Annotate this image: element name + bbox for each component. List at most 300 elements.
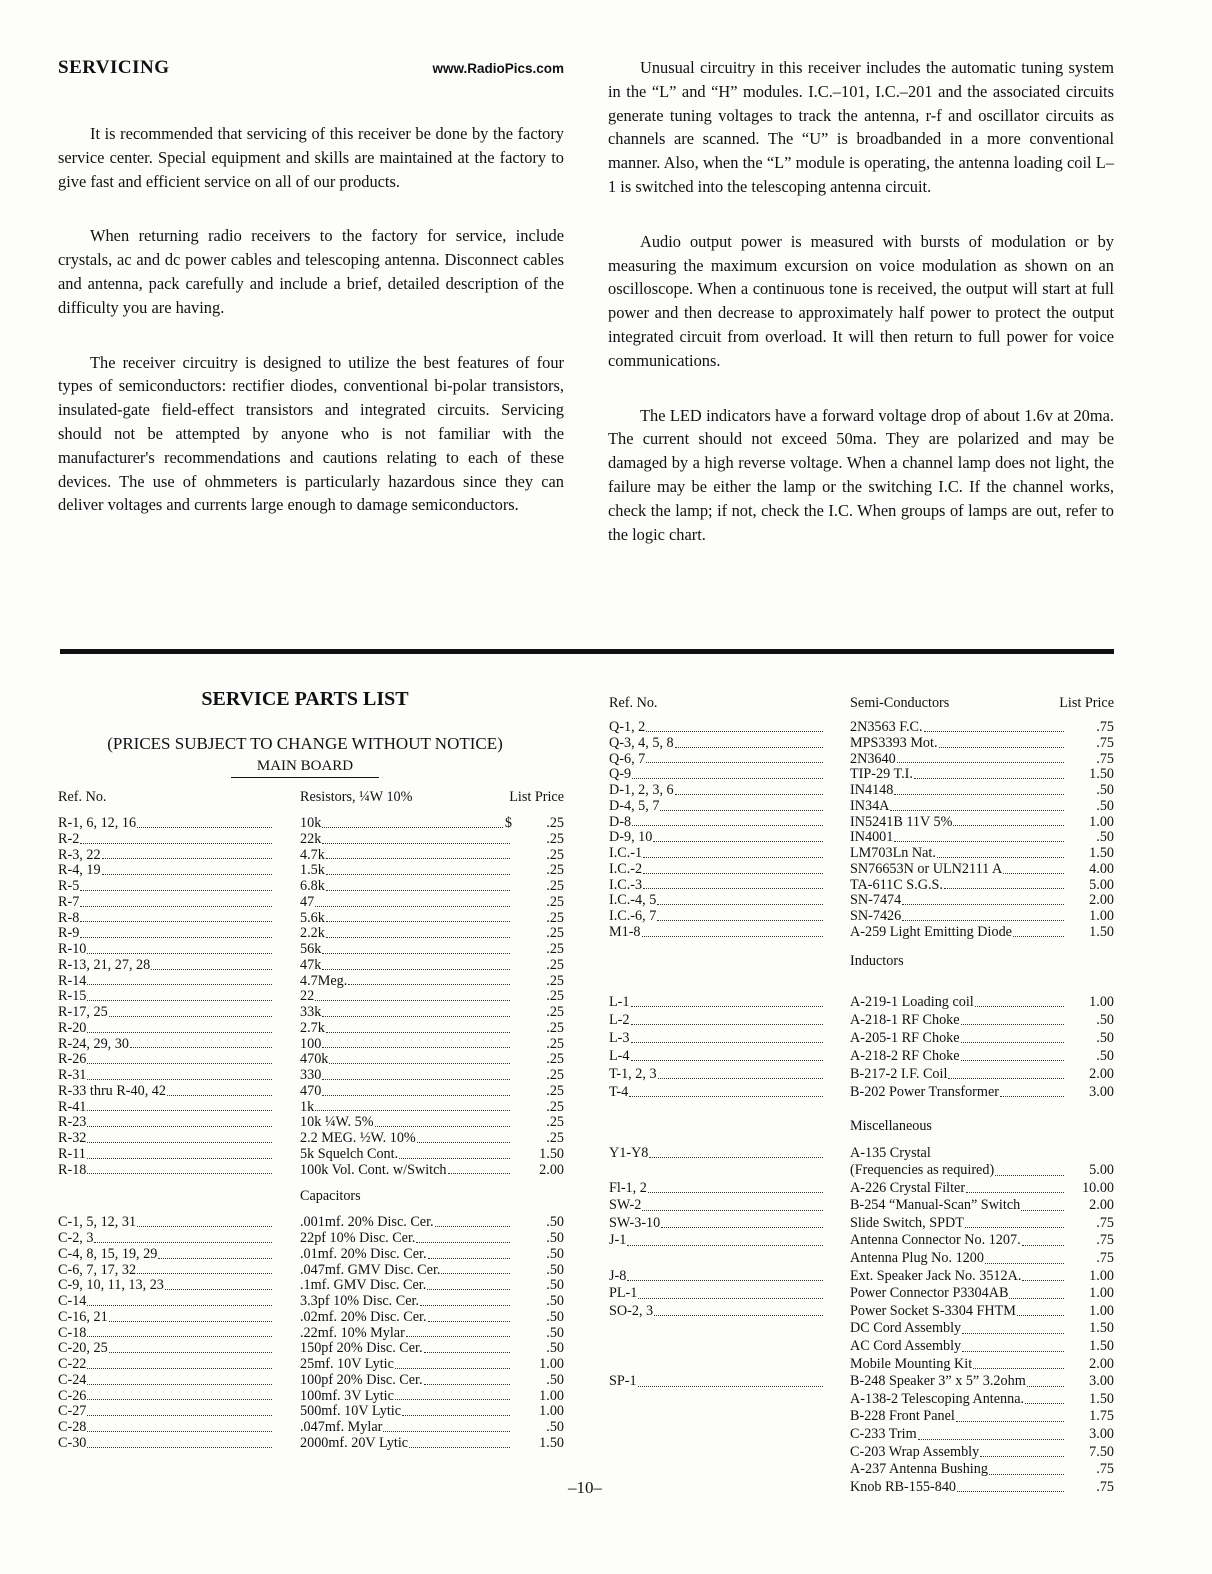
ref-cell: [609, 1180, 825, 1198]
leader-dots: [326, 863, 510, 875]
table-row: [609, 830, 1114, 846]
table-row: [609, 1461, 1114, 1479]
ref-cell: [58, 1115, 274, 1131]
price-cell: 1.00: [1089, 1267, 1114, 1284]
leader-dots: [87, 1068, 272, 1080]
leader-dots: [87, 989, 272, 1001]
table-row: [609, 1145, 1114, 1163]
table-row: [58, 974, 564, 990]
ref-cell: [609, 1408, 825, 1426]
desc-text: DC Cord Assembly: [850, 1320, 962, 1337]
table-row: [58, 1404, 564, 1420]
table-row: [58, 1037, 564, 1053]
price-cell: 1.00: [539, 1356, 564, 1372]
desc-cell: [850, 1356, 1066, 1374]
leader-dots: [402, 1404, 510, 1416]
leader-dots: [87, 1326, 272, 1338]
price-cell: .50: [546, 1308, 564, 1325]
ref-cell: [609, 1320, 825, 1338]
price-cell: 1.50: [1089, 845, 1114, 861]
table-row: [609, 1197, 1114, 1215]
desc-cell: [850, 1011, 1066, 1029]
ref-cell: [58, 816, 274, 832]
table-row: [609, 752, 1114, 768]
ref-text: D-9, 10: [609, 830, 653, 846]
leader-dots: [395, 1389, 510, 1401]
desc-cell: [850, 909, 1066, 925]
ref-cell: [609, 1268, 825, 1286]
desc-text: A-135 Crystal: [850, 1144, 931, 1161]
leader-dots: [902, 893, 1064, 905]
misc-subheader-row: [609, 1101, 1114, 1145]
desc-text: 470k: [300, 1052, 329, 1068]
desc-text: Antenna Connector No. 1207.: [850, 1232, 1021, 1249]
ref-cell: [609, 893, 825, 909]
desc-cell: [300, 1215, 512, 1231]
desc-text: IN4001: [850, 830, 894, 846]
leader-dots: [441, 1263, 510, 1275]
table-row: [609, 1320, 1114, 1338]
ref-cell: [58, 1341, 274, 1357]
price-cell: .50: [1096, 1047, 1114, 1064]
ref-text: R-18: [58, 1162, 87, 1178]
table-row: [609, 1250, 1114, 1268]
desc-cell: [850, 846, 1066, 862]
table-row: [58, 1263, 564, 1279]
desc-cell: [300, 1131, 512, 1147]
table-row: [609, 1285, 1114, 1303]
leader-dots: [137, 1263, 272, 1275]
desc-text: 10k ¼W. 5%: [300, 1115, 374, 1131]
leader-dots: [424, 1341, 510, 1353]
table-row: [609, 1232, 1114, 1250]
desc-cell: [850, 862, 1066, 878]
leader-dots: [1022, 1232, 1064, 1246]
price-cell: .25: [546, 1019, 564, 1036]
price-cell: 1.00: [539, 1403, 564, 1420]
desc-text: 22pf 10% Disc. Cer.: [300, 1231, 416, 1246]
leader-dots: [424, 1373, 510, 1385]
leader-dots: [1017, 1303, 1064, 1317]
desc-text: A-226 Crystal Filter: [850, 1179, 966, 1196]
inductors-header: Inductors: [850, 952, 904, 969]
desc-cell: [300, 816, 512, 832]
resistors-capacitors-table: [58, 790, 564, 1452]
table-row: [609, 1356, 1114, 1374]
ref-text: SP-1: [609, 1373, 637, 1390]
price-cell: .50: [1096, 797, 1114, 814]
table-row: [58, 1163, 564, 1179]
ref-cell: [58, 1100, 274, 1116]
table-row: [58, 1436, 564, 1452]
desc-header: Resistors, ¼W 10%: [300, 790, 413, 805]
price-cell: 2.00: [1089, 892, 1114, 909]
price-cell: 3.00: [1089, 1373, 1114, 1390]
desc-text: A-259 Light Emitting Diode: [850, 924, 1012, 940]
leader-dots: [87, 1404, 272, 1416]
leader-dots: [646, 720, 823, 732]
ref-text: PL-1: [609, 1285, 638, 1302]
desc-text: A-218-1 RF Choke: [850, 1011, 960, 1028]
table-row: [609, 1268, 1114, 1286]
table-row: [58, 1357, 564, 1373]
ref-cell: [609, 1461, 825, 1479]
page-number: –10–: [568, 1478, 602, 1497]
table-row: [58, 1326, 564, 1342]
table-row: [58, 926, 564, 942]
desc-text: B-202 Power Transformer: [850, 1083, 999, 1100]
leader-dots: [661, 1215, 823, 1229]
desc-cell: [850, 1461, 1066, 1479]
leader-dots: [87, 1420, 272, 1432]
ref-cell: [609, 993, 825, 1011]
table-header: [58, 790, 564, 816]
ref-text: R-15: [58, 989, 87, 1005]
leader-dots: [648, 1180, 823, 1194]
leader-dots: [631, 1047, 824, 1061]
ref-cell: [609, 1065, 825, 1083]
ref-cell: [58, 1005, 274, 1021]
ref-text: Y1-Y8: [609, 1144, 649, 1161]
desc-cell: [850, 993, 1066, 1011]
table-row: [58, 1021, 564, 1037]
desc-text: Power Socket S-3304 FHTM: [850, 1302, 1016, 1319]
price-cell: .50: [546, 1293, 564, 1309]
leader-dots: [326, 1021, 510, 1033]
leader-dots: [315, 1100, 510, 1112]
ref-text: Q-3, 4, 5, 8: [609, 735, 674, 751]
desc-cell: [300, 1357, 512, 1373]
leader-dots: [961, 1011, 1064, 1025]
leader-dots: [675, 736, 823, 748]
ref-cell: [58, 1084, 274, 1100]
price-cell: .25: [546, 878, 564, 894]
desc-cell: [300, 1310, 512, 1326]
desc-cell: [850, 1268, 1066, 1286]
desc-text: SN76653N or ULN2111 A: [850, 861, 1003, 877]
ref-cell: [609, 720, 825, 736]
ref-cell: [58, 989, 274, 1005]
price-cell: 3.00: [1089, 1426, 1114, 1442]
leader-dots: [1009, 1285, 1064, 1299]
ref-cell: [609, 909, 825, 925]
leader-dots: [961, 1029, 1064, 1043]
desc-cell: [850, 767, 1066, 783]
leader-dots: [924, 720, 1064, 732]
price-cell: .75: [1096, 1461, 1114, 1478]
parts-list-title: SERVICE PARTS LIST: [201, 688, 409, 710]
leader-dots: [627, 1268, 823, 1282]
price-cell: .75: [1096, 1214, 1114, 1231]
desc-cell: [850, 1479, 1066, 1497]
table-row: [58, 1231, 564, 1247]
leader-dots: [137, 1215, 272, 1227]
leader-dots: [87, 1357, 272, 1369]
leader-dots: [649, 1145, 823, 1159]
table-row: [58, 1341, 564, 1357]
desc-cell: [300, 832, 512, 848]
desc-cell: [850, 1083, 1066, 1101]
price-cell: .25: [546, 893, 564, 910]
price-cell: 7.50: [1089, 1443, 1114, 1460]
leader-dots: [87, 974, 272, 986]
price-cell: .25: [546, 1067, 564, 1083]
leader-dots: [383, 1420, 510, 1432]
ref-cell: [609, 1162, 825, 1180]
table-row: [609, 909, 1114, 925]
price-cell: .50: [546, 1245, 564, 1262]
desc-text: TIP-29 T.I.: [850, 767, 913, 783]
table-row: [58, 879, 564, 895]
desc-cell: [850, 893, 1066, 909]
price-cell: 1.00: [539, 1387, 564, 1404]
leader-dots: [995, 1162, 1064, 1176]
board-label-text: MAIN BOARD: [231, 758, 379, 778]
leader-dots: [653, 830, 823, 842]
leader-dots: [1022, 1268, 1064, 1282]
ref-text: C-16, 21: [58, 1309, 108, 1325]
price-cell: [1066, 1145, 1114, 1163]
price-cell: 1.50: [539, 1434, 564, 1451]
ref-text: Q-9: [609, 767, 632, 783]
ref-cell: [58, 958, 274, 974]
servicing-right-column: [608, 56, 1114, 577]
desc-cell: [850, 799, 1066, 815]
table-row: [609, 1047, 1114, 1065]
price-cell: 1.50: [1089, 766, 1114, 783]
table-row: [609, 925, 1114, 941]
price-cell: .25: [546, 988, 564, 1005]
desc-text: B-228 Front Panel: [850, 1408, 955, 1425]
ref-cell: [609, 1444, 825, 1462]
table-row: [609, 1215, 1114, 1233]
table-row: [609, 1180, 1114, 1198]
leader-dots: [315, 895, 510, 907]
parts-list-subtitle: (PRICES SUBJECT TO CHANGE WITHOUT NOTICE): [107, 734, 503, 753]
desc-text: .001mf. 20% Disc. Cer.: [300, 1215, 434, 1231]
desc-text: IN34A: [850, 798, 890, 814]
ref-text: I.C.-2: [609, 861, 643, 877]
table-row: [609, 1391, 1114, 1409]
ref-text: R-7: [58, 894, 80, 910]
leader-dots: [643, 862, 823, 874]
leader-dots: [87, 1294, 272, 1306]
ref-text: R-8: [58, 910, 80, 926]
ref-cell: [58, 1163, 274, 1179]
ref-text: C-18: [58, 1325, 87, 1341]
leader-dots: [87, 1021, 272, 1033]
ref-cell: [58, 1037, 274, 1053]
desc-cell: [850, 1408, 1066, 1426]
ref-cell: [58, 848, 274, 864]
desc-text: .02mf. 20% Disc. Cer.: [300, 1309, 427, 1325]
leader-dots: [322, 816, 503, 828]
desc-text: MPS3393 Mot.: [850, 735, 938, 751]
desc-text: 4.7Meg.: [300, 973, 348, 989]
price-cell: .25: [546, 1082, 564, 1099]
price-cell: .25: [546, 1098, 564, 1115]
ref-cell: [609, 736, 825, 752]
leader-dots: [87, 1115, 272, 1127]
price-cell: 3.00: [1089, 1083, 1114, 1100]
table-row: [609, 1303, 1114, 1321]
desc-text: 2.2k: [300, 926, 325, 942]
desc-cell: [850, 736, 1066, 752]
desc-cell: [850, 1373, 1066, 1391]
leader-dots: [643, 878, 823, 890]
ref-text: R-31: [58, 1068, 87, 1083]
desc-cell: [300, 848, 512, 864]
ref-cell: [609, 1285, 825, 1303]
section-divider: [60, 649, 1114, 654]
price-cell: .75: [1096, 1250, 1114, 1267]
desc-cell: [850, 1047, 1066, 1065]
ref-cell: [609, 1145, 825, 1163]
desc-cell: [850, 815, 1066, 831]
ref-cell: [609, 1373, 825, 1391]
leader-dots: [406, 1326, 510, 1338]
desc-cell: [850, 1285, 1066, 1303]
desc-text: 100k Vol. Cont. w/Switch: [300, 1162, 447, 1178]
price-cell: .25: [546, 1114, 564, 1131]
paragraph: It is recommended that servicing of this receiver be done by the factory service center. Special equipment and skills are maintained at the factory to give fast and efficient service on all of our products.: [58, 124, 564, 191]
ref-cell: [609, 767, 825, 783]
price-cell: 2.00: [539, 1161, 564, 1178]
desc-cell: [300, 1294, 512, 1310]
desc-text: .047mf. GMV Disc. Cer.: [300, 1262, 441, 1278]
ref-cell: [58, 1147, 274, 1163]
ref-cell: [58, 863, 274, 879]
ref-text: R-9: [58, 926, 80, 942]
price-cell: .50: [546, 1214, 564, 1231]
servicing-title: SERVICING: [58, 57, 170, 78]
leader-dots: [657, 909, 823, 921]
desc-text: .047mf. Mylar: [300, 1420, 383, 1435]
price-cell: 1.00: [1089, 908, 1114, 924]
ref-text: M1-8: [609, 924, 641, 940]
leader-dots: [985, 1250, 1064, 1264]
desc-text: Power Connector P3304AB: [850, 1285, 1009, 1302]
leader-dots: [165, 1278, 272, 1290]
paragraph: Audio output power is measured with bursts of modulation or by measuring the maximum excursion on voice modulation as shown on an oscilloscope. When a continuous tone is received, the output will start at full power and then decrease to approximately half power to protect the output integrated circuit from overload. It will then return to full power for voice communications.: [608, 231, 1114, 370]
ref-text: C-26: [58, 1388, 87, 1404]
table-row: [609, 799, 1114, 815]
ref-cell: [609, 799, 825, 815]
table-row: [58, 1131, 564, 1147]
table-row: [58, 1068, 564, 1084]
ref-text: R-1, 6, 12, 16: [58, 816, 137, 831]
desc-text: Slide Switch, SPDT: [850, 1214, 964, 1231]
ref-text: L-1: [609, 993, 630, 1010]
leader-dots: [137, 816, 272, 828]
leader-dots: [980, 1444, 1064, 1458]
paragraph: The LED indicators have a forward voltage drop of about 1.6v at 20ma. The current should not exceed 50ma. They are polarized and may be damaged by a high reverse voltage. When a channel lamp does not light, the failure may be either the lamp or the switching I.C. If the channel works, check the lamp; if not, check the I.C. When groups of lamps are out, refer to the logic chart.: [608, 405, 1114, 544]
leader-dots: [638, 1373, 823, 1387]
desc-cell: [300, 1389, 512, 1405]
desc-cell: [300, 1005, 512, 1021]
ref-text: T-1, 2, 3: [609, 1065, 657, 1082]
ref-cell: [609, 1232, 825, 1250]
leader-dots: [102, 848, 272, 860]
price-header: List Price: [509, 789, 564, 805]
desc-cell: [300, 1100, 512, 1116]
capacitors-subheader-row: [58, 1178, 564, 1215]
leader-dots: [322, 832, 510, 844]
leader-dots: [167, 1084, 272, 1096]
ref-cell: [58, 1310, 274, 1326]
ref-text: R-4, 19: [58, 863, 101, 879]
leader-dots: [654, 1303, 823, 1317]
desc-cell: [300, 895, 512, 911]
ref-cell: [609, 1338, 825, 1356]
desc-cell: [300, 1436, 512, 1452]
leader-dots: [151, 958, 272, 970]
desc-cell: [300, 1278, 512, 1294]
ref-cell: [58, 1420, 274, 1436]
leader-dots: [631, 993, 824, 1007]
leader-dots: [395, 1357, 510, 1369]
leader-dots: [894, 783, 1064, 795]
leader-dots: [948, 1065, 1064, 1079]
board-label: [58, 758, 552, 775]
ref-text: Q-1, 2: [609, 720, 646, 735]
table-row: [609, 1011, 1114, 1029]
table-row: [58, 1247, 564, 1263]
leader-dots: [322, 1005, 510, 1017]
table-row: [58, 989, 564, 1005]
desc-text: 4.7k: [300, 847, 325, 863]
leader-dots: [953, 815, 1064, 827]
desc-cell: [850, 1426, 1066, 1444]
table-row: [58, 1420, 564, 1436]
desc-text: B-254 “Manual-Scan” Switch: [850, 1197, 1021, 1214]
table-row: [58, 958, 564, 974]
desc-text: .1mf. GMV Disc. Cer.: [300, 1278, 427, 1294]
desc-text: 6.8k: [300, 879, 325, 894]
desc-text: Antenna Plug No. 1200: [850, 1250, 984, 1267]
leader-dots: [87, 1389, 272, 1401]
leader-dots: [658, 1065, 823, 1079]
leader-dots: [629, 1083, 823, 1097]
table-row: [58, 1278, 564, 1294]
desc-cell: [850, 783, 1066, 799]
ref-text: D-8: [609, 814, 632, 830]
ref-cell: [609, 1047, 825, 1065]
desc-cell: [300, 1163, 512, 1179]
desc-cell: [300, 942, 512, 958]
ref-cell: [609, 1029, 825, 1047]
desc-text: 33k: [300, 1005, 322, 1020]
price-cell: .75: [1096, 750, 1114, 767]
desc-text: 2.2 MEG. ½W. 10%: [300, 1131, 416, 1146]
leader-dots: [94, 1231, 272, 1243]
leader-dots: [643, 846, 823, 858]
desc-text: 3.3pf 10% Disc. Cer.: [300, 1294, 419, 1309]
desc-cell: [850, 752, 1066, 768]
leader-dots: [1003, 862, 1064, 874]
ref-cell: [58, 1326, 274, 1342]
ref-text: R-33 thru R-40, 42: [58, 1083, 166, 1099]
leader-dots: [1013, 925, 1064, 937]
price-cell: .50: [546, 1371, 564, 1388]
desc-text: A-205-1 RF Choke: [850, 1029, 960, 1046]
table-row: [58, 1389, 564, 1405]
ref-cell: [58, 1436, 274, 1452]
ref-text: D-4, 5, 7: [609, 798, 660, 814]
table-row: [609, 783, 1114, 799]
ref-text: T-4: [609, 1083, 629, 1100]
leader-dots: [158, 1247, 272, 1259]
